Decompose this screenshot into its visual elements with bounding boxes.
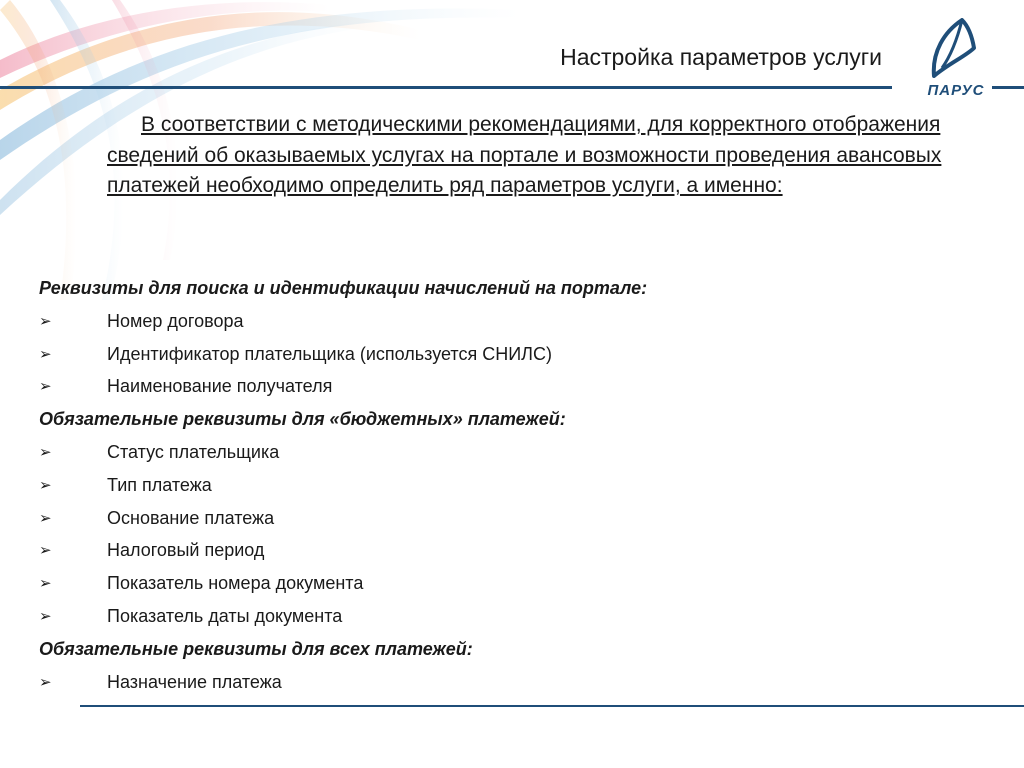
- arrow-bullet-icon: ➢: [39, 508, 52, 527]
- group-heading-search: Реквизиты для поиска и идентификации начислений на портале:: [39, 278, 648, 298]
- arrow-bullet-icon: ➢: [39, 311, 52, 330]
- arrow-bullet-icon: ➢: [39, 574, 52, 593]
- list-item-label: Идентификатор плательщика (используется СНИЛС): [107, 343, 552, 364]
- list-item-label: Наименование получателя: [107, 376, 333, 397]
- list-item: [39, 370, 939, 403]
- arrow-bullet-icon: ➢: [39, 541, 52, 560]
- list-item-label: Налоговый период: [107, 540, 265, 561]
- list-item-label: Показатель даты документа: [107, 605, 343, 626]
- list-item: [39, 338, 939, 371]
- arrow-bullet-icon: ➢: [39, 475, 52, 494]
- footer-divider: [80, 705, 1024, 707]
- arrow-bullet-icon: ➢: [39, 672, 52, 691]
- list-item-label: Показатель номера документа: [107, 573, 364, 594]
- list-item: [39, 567, 939, 600]
- list-item-label: Статус плательщика: [107, 441, 280, 462]
- list-item-label: Назначение платежа: [107, 671, 282, 692]
- list-item: [39, 502, 939, 535]
- arrow-bullet-icon: ➢: [39, 606, 52, 625]
- list-item: [39, 600, 939, 633]
- group-heading-budget: Обязательные реквизиты для «бюджетных» платежей:: [39, 409, 566, 430]
- list-item: [39, 534, 939, 567]
- intro-paragraph: В соответствии с методическими рекомендациями, для корректного отображения сведений об оказываемых услугах на портале и возможности проведения авансовых платежей необходимо определить ряд параметров услуги, а именно:: [107, 113, 942, 197]
- sail-logo-icon: [922, 18, 982, 80]
- list-item: [39, 666, 939, 699]
- header-divider-right: [992, 86, 1024, 89]
- arrow-bullet-icon: ➢: [39, 344, 52, 363]
- arrow-bullet-icon: ➢: [39, 377, 52, 396]
- header-divider: [0, 86, 892, 89]
- page-title: Настройка параметров услуги: [560, 44, 882, 70]
- requirements-list: [39, 272, 939, 698]
- list-item: [39, 469, 939, 502]
- list-item: [39, 305, 939, 338]
- list-item-label: Основание платежа: [107, 507, 275, 528]
- logo: [912, 18, 994, 102]
- group-heading-all-payments: Обязательные реквизиты для всех платежей:: [39, 638, 473, 659]
- list-item-label: Тип платежа: [107, 474, 212, 495]
- arrow-bullet-icon: ➢: [39, 442, 52, 461]
- logo-text: ПАРУС: [927, 82, 985, 99]
- list-item-label: Номер договора: [107, 310, 244, 331]
- list-item: [39, 436, 939, 469]
